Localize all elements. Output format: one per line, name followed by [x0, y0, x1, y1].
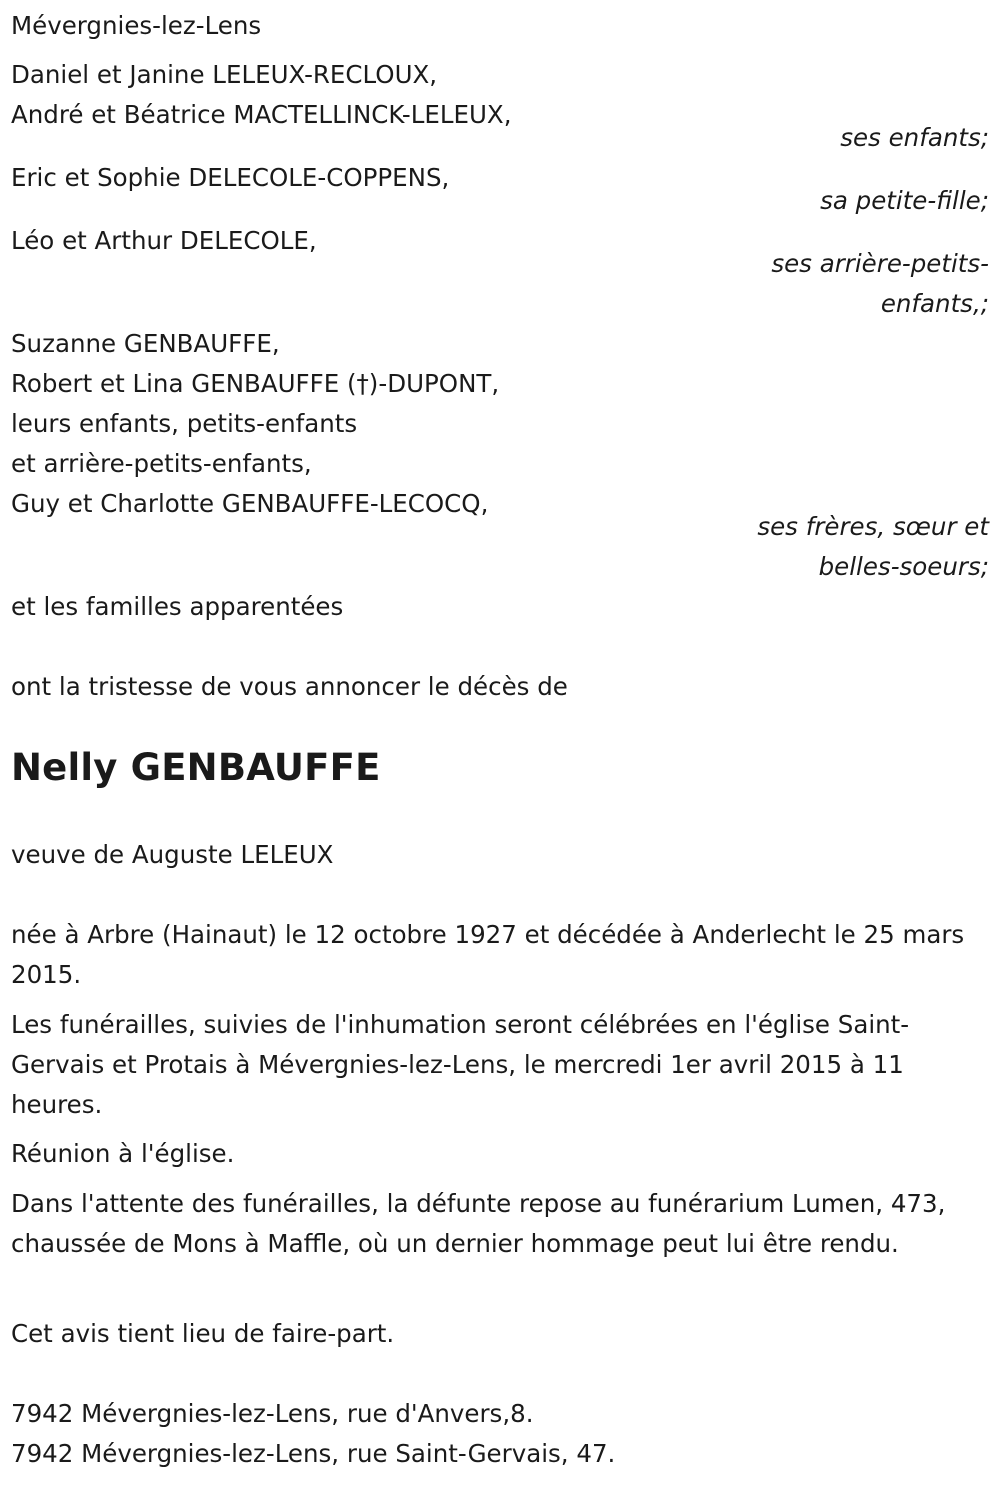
great-grandchildren-line: Léo et Arthur DELECOLE,: [11, 226, 317, 255]
granddaughter-line: Eric et Sophie DELECOLE-COPPENS,: [11, 163, 450, 192]
children-line-1: Daniel et Janine LELEUX-RECLOUX,: [11, 60, 438, 89]
siblings-line-2: Robert et Lina GENBAUFFE (†)-DUPONT,: [11, 369, 500, 398]
notice-line: Cet avis tient lieu de faire-part.: [11, 1319, 395, 1348]
children-line-2: André et Béatrice MACTELLINCK-LELEUX,: [11, 100, 512, 129]
granddaughter-role: sa petite-fille;: [820, 186, 989, 215]
siblings-line-1: Suzanne GENBAUFFE,: [11, 329, 280, 358]
siblings-role-2: belles-soeurs;: [818, 552, 989, 581]
great-grandchildren-role-2: enfants,;: [880, 289, 989, 318]
funerarium-paragraph: Dans l'attente des funérailles, la défunte repose au funérarium Lumen, 473, chaussée de Mons à Maffle, où un dernier hommage peut lui être rendu.: [11, 1189, 946, 1258]
address-line-1: 7942 Mévergnies-lez-Lens, rue d'Anvers,8.: [11, 1399, 534, 1428]
address-line-2: 7942 Mévergnies-lez-Lens, rue Saint-Gervais, 47.: [11, 1439, 616, 1468]
siblings-line-4: et arrière-petits-enfants,: [11, 449, 312, 478]
meeting-line: Réunion à l'église.: [11, 1139, 235, 1168]
announcement-intro: ont la tristesse de vous annoncer le décès de: [11, 672, 568, 701]
siblings-line-3: leurs enfants, petits-enfants: [11, 409, 358, 438]
relatives-line: et les familles apparentées: [11, 592, 344, 621]
great-grandchildren-role-1: ses arrière-petits-: [771, 249, 989, 278]
children-role: ses enfants;: [840, 123, 989, 152]
deceased-name: Nelly GENBAUFFE: [11, 746, 381, 789]
siblings-role-1: ses frères, sœur et: [757, 512, 989, 541]
siblings-line-5: Guy et Charlotte GENBAUFFE-LECOCQ,: [11, 489, 489, 518]
birth-death-paragraph: née à Arbre (Hainaut) le 12 octobre 1927 et décédée à Anderlecht le 25 mars 2015.: [11, 920, 965, 989]
widow-of: veuve de Auguste LELEUX: [11, 840, 334, 869]
town-heading: Mévergnies-lez-Lens: [11, 11, 262, 40]
funeral-paragraph: Les funérailles, suivies de l'inhumation seront célébrées en l'église Saint-Gervais et Protais à Mévergnies-lez-Lens, le mercredi 1er avril 2015 à 11 heures.: [11, 1010, 910, 1119]
